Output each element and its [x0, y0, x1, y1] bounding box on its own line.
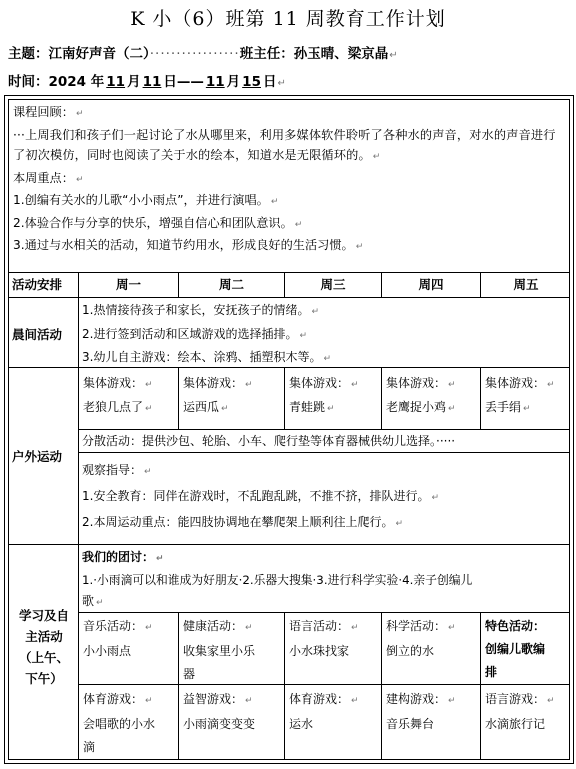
activity-name: 运水: [289, 717, 314, 731]
activity-name: 小雨滴变变变: [183, 717, 256, 731]
game-name: 丢手绢: [485, 400, 522, 414]
observe-item: 1.安全教育：同伴在游戏时，不乱跑乱跳，不推不挤，排队进行。: [82, 489, 430, 503]
game-name: 青蛙跳: [289, 400, 326, 414]
paragraph-mark-icon: ↵: [75, 109, 84, 119]
paragraph-mark-icon: ↵: [145, 623, 153, 633]
paragraph-mark-icon: ↵: [311, 307, 319, 317]
day-char: 日: [163, 74, 177, 90]
activity-name-cont: 器: [183, 667, 196, 681]
label-line: 学习及自: [18, 608, 69, 623]
month-char-2: 月: [226, 74, 241, 90]
row-divider: [78, 429, 569, 430]
study-game-thursday: [386, 688, 479, 736]
study-game-friday: [485, 688, 571, 736]
col-divider: [284, 367, 285, 429]
paragraph-mark-icon: ↵: [294, 219, 303, 230]
activity-name: 小小雨点: [83, 644, 132, 658]
paragraph-mark-icon: ↵: [448, 623, 456, 633]
observe-item: 2.本周运动重点：能四肢协调地在攀爬架上顺利往上爬行。: [82, 515, 394, 529]
activity-name: 收集家里小乐: [183, 644, 256, 658]
activity-title: 语言活动：: [289, 619, 350, 633]
study-activity-wednesday: [289, 615, 381, 663]
col-header-monday: 周一: [115, 277, 141, 292]
activity-name-cont: 排: [485, 665, 498, 679]
time-label: 时间：: [8, 74, 49, 90]
paragraph-mark-icon: ↵: [245, 623, 253, 633]
teacher-label: 班主任：: [239, 46, 294, 62]
paragraph-mark-icon: ↵: [389, 50, 398, 61]
outdoor-observation: [82, 458, 570, 536]
paragraph-mark-icon: ↵: [431, 493, 439, 503]
activity-title: 健康活动：: [183, 619, 244, 633]
outdoor-game-friday: [485, 372, 571, 420]
study-game-wednesday: [289, 688, 381, 736]
row-divider: [78, 452, 569, 453]
paragraph-mark-icon: ↵: [355, 242, 364, 252]
paragraph-mark-icon: ↵: [221, 404, 229, 414]
paragraph-mark-icon: ↵: [448, 380, 456, 390]
study-activity-monday: [83, 615, 178, 663]
paragraph-mark-icon: ↵: [245, 380, 253, 390]
activity-title: 音乐活动：: [83, 619, 144, 633]
paragraph-mark-icon: ↵: [327, 404, 335, 414]
focus-item: 2.体验合作与分享的快乐，增强自信心和团队意识。: [13, 215, 293, 230]
paragraph-mark-icon: ↵: [156, 554, 164, 564]
col-divider: [381, 612, 382, 759]
plan-table: [8, 99, 570, 760]
label-line: 下午）: [25, 671, 63, 686]
activity-name: 音乐舞台: [386, 717, 435, 731]
row-label-morning: 晨间活动: [12, 327, 63, 342]
paragraph-mark-icon: ↵: [351, 623, 359, 633]
outdoor-game-monday: [83, 372, 178, 420]
start-month: 11: [106, 74, 126, 90]
row-divider: [9, 544, 569, 545]
focus-item: 3.通过与水相关的活动，知道节约用水，形成良好的生活习惯。: [13, 238, 354, 252]
col-divider: [178, 367, 179, 429]
page-title: K 小（6）班第 11 周教育工作计划: [130, 8, 446, 30]
activity-name: 水滴旅行记: [485, 717, 546, 731]
study-game-tuesday: [183, 688, 283, 736]
morning-item: 2.进行签到活动和区域游戏的选择插排。: [82, 326, 298, 341]
row-label-outdoor: 户外运动: [12, 449, 63, 464]
start-day: 11: [142, 74, 162, 90]
row-divider: [9, 297, 569, 298]
plan-table-frame: [4, 95, 574, 764]
col-header-tuesday: 周二: [218, 277, 244, 292]
paragraph-mark-icon: ↵: [75, 174, 84, 185]
col-divider: [480, 612, 481, 759]
label-line: （上午、: [18, 650, 69, 665]
row-divider: [9, 272, 569, 273]
group-topics: 1.·小雨滴可以和谁成为好朋友·2.乐器大搜集·3.进行科学实验·4.亲子创编儿: [82, 573, 473, 587]
paragraph-mark-icon: ↵: [351, 380, 359, 390]
activity-title: 建构游戏：: [386, 692, 447, 706]
paragraph-mark-icon: ↵: [448, 696, 456, 706]
theme-value: 江南好声音（二）: [48, 46, 150, 62]
paragraph-mark-icon: ↵: [547, 380, 555, 390]
col-header-thursday: 周四: [418, 277, 444, 292]
study-activity-thursday: [386, 615, 479, 663]
group-heading: 我们的团讨：: [82, 550, 155, 564]
morning-activities: [82, 300, 570, 371]
col-divider: [78, 272, 79, 759]
game-title: 集体游戏：: [386, 376, 447, 390]
activity-title: 科学活动：: [386, 619, 447, 633]
study-activity-friday: [485, 615, 571, 684]
activity-title: 体育游戏：: [83, 692, 144, 706]
activity-title: 益智游戏：: [183, 692, 244, 706]
review-heading: 课程回顾：: [13, 105, 74, 119]
col-divider: [284, 612, 285, 759]
col-divider: [178, 612, 179, 759]
theme-line: [8, 42, 398, 62]
paragraph-mark-icon: ↵: [547, 696, 555, 706]
game-title: 集体游戏：: [183, 376, 244, 390]
game-title: 集体游戏：: [83, 376, 144, 390]
activity-title: 特色活动：: [485, 619, 546, 633]
paragraph-mark-icon: ↵: [395, 519, 403, 529]
group-topics-cont: 歌: [82, 594, 95, 608]
date-dash: ——: [176, 74, 204, 90]
activity-name: 倒立的水: [386, 644, 435, 658]
game-name: 老鹰捉小鸡: [386, 400, 447, 414]
game-name: 老狼几点了: [83, 400, 144, 414]
time-line: [8, 70, 286, 90]
activity-name: 小水珠找家: [289, 644, 350, 658]
paragraph-mark-icon: ↵: [323, 354, 331, 364]
end-month: 11: [205, 74, 225, 90]
theme-label: 主题：: [8, 46, 49, 62]
paragraph-mark-icon: ↵: [299, 330, 307, 341]
activity-title: 体育游戏：: [289, 692, 350, 706]
paragraph-mark-icon: ↵: [523, 404, 531, 414]
col-header-wednesday: 周三: [320, 277, 346, 292]
outdoor-game-thursday: [386, 372, 479, 420]
end-day: 15: [242, 74, 261, 90]
study-activity-tuesday: [183, 615, 283, 686]
group-discussion: [82, 547, 572, 614]
morning-item: 1.热情接待孩子和家长，安抚孩子的情绪。: [82, 303, 310, 317]
outdoor-split-activity: 分散活动：提供沙包、轮胎、小车、爬行垫等体育器械供幼儿选择。·····: [82, 434, 456, 448]
row-divider: [78, 684, 569, 685]
activity-name-cont: 滴: [83, 740, 96, 754]
game-title: 集体游戏：: [485, 376, 546, 390]
paragraph-mark-icon: ↵: [277, 78, 286, 89]
col-divider: [480, 367, 481, 429]
activity-title: 语言游戏：: [485, 692, 546, 706]
month-char: 月: [127, 74, 141, 90]
paragraph-mark-icon: ↵: [351, 696, 359, 706]
col-divider: [381, 367, 382, 429]
paragraph-mark-icon: ↵: [96, 598, 104, 608]
leader-dots: ·················: [149, 46, 240, 62]
activity-name: 会唱歌的小水: [83, 717, 156, 731]
review-body: ···上周我们和孩子们一起讨论了水从哪里来，利用多媒体软件聆听了各种水的声音，对水的声音进行了初次模仿，同时也阅读了关于水的绘本，知道水是无限循环的。: [13, 127, 556, 162]
year: 2024 年: [48, 74, 105, 90]
label-line: 主活动: [25, 629, 63, 644]
game-name: 运西瓜: [183, 400, 220, 414]
observe-heading: 观察指导：: [82, 463, 143, 477]
paragraph-mark-icon: ↵: [448, 404, 456, 414]
study-game-monday: [83, 688, 178, 759]
col-header-friday: 周五: [513, 277, 539, 292]
paragraph-mark-icon: ↵: [372, 152, 381, 162]
col-header-schedule: 活动安排: [12, 277, 63, 292]
outdoor-game-tuesday: [183, 372, 283, 420]
paragraph-mark-icon: ↵: [145, 696, 153, 706]
paragraph-mark-icon: ↵: [144, 467, 152, 477]
paragraph-mark-icon: ↵: [145, 404, 153, 414]
teacher-names: 孙玉晴、梁京晶: [293, 46, 389, 62]
activity-name: 创编儿歌编: [485, 642, 546, 656]
row-label-study: [12, 605, 76, 689]
day-char-2: 日: [262, 74, 277, 90]
morning-item: 3.幼儿自主游戏：绘本、涂鸦、插塑积木等。: [82, 350, 322, 364]
focus-heading: 本周重点：: [13, 170, 74, 185]
paragraph-mark-icon: ↵: [145, 380, 153, 390]
game-title: 集体游戏：: [289, 376, 350, 390]
course-review: [13, 102, 565, 258]
paragraph-mark-icon: ↵: [270, 197, 279, 207]
paragraph-mark-icon: ↵: [245, 696, 253, 706]
focus-item: 1.创编有关水的儿歌“小小雨点”，并进行演唱。: [13, 193, 269, 207]
outdoor-game-wednesday: [289, 372, 381, 420]
